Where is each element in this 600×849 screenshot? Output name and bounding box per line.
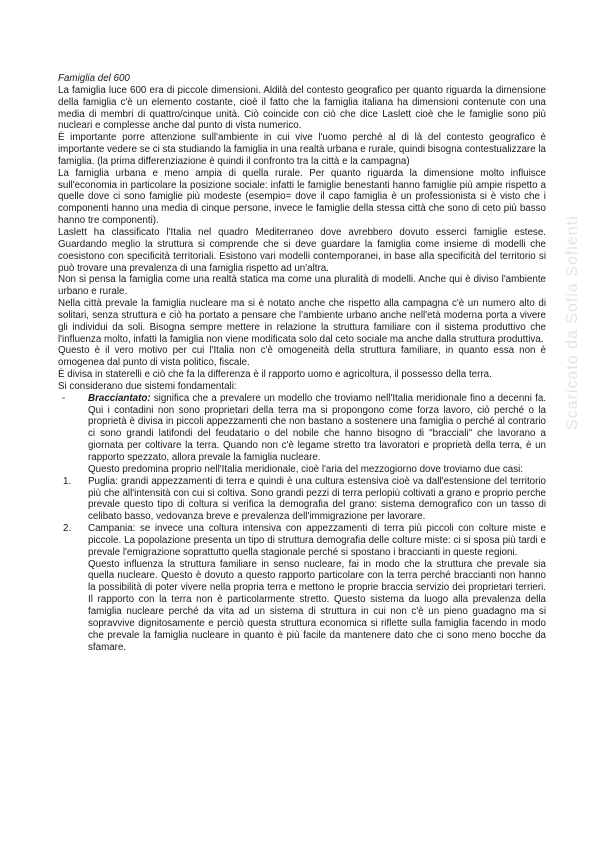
case-paragraph: Questo influenza la struttura familiare in senso nucleare, fai in modo che la struttura che prevale sia quella nucleare. Questo è dovuto a questo rapporto particolare con la terra perché braccianti non hanno la possibilità di poter vivere nella propria terra e mettono le proprie braccia servizio dei proprietari terrieri. Il rapporto con la terra non è particolarmente stretto. Questo sistema da luogo alla prevalenza della famiglia nucleare perché da vita ad un sistema di struttura in cui non c'è un pieno guadagno ma si sopravvive dignitosamente e perciò questa struttura economica si riflette sulla famiglia facendo in modo che prevale la famiglia nucleare in quanto è più facile da mantenere dato che ci sono meno bocche da sfamare. <box>88 558 546 653</box>
paragraph: È importante porre attenzione sull'ambiente in cui vive l'uomo perché al di là del contesto geografico è importante vedere se ci sta studiando la famiglia in una realtà urbana e rurale, quindi bisogna contestualizzare la famiglia. (la prima differenziazione è quindi il confronto tra la città e la campagna) <box>58 132 546 167</box>
list-number: 1. <box>63 475 72 487</box>
bracciantato-paragraph <box>88 393 546 464</box>
bracciantato-follow: Questo predomina proprio nell'Italia meridionale, cioè l'aria del mezzogiorno dove troviamo due casi: <box>88 463 524 475</box>
paragraph: Laslett ha classificato l'Italia nel quadro Mediterraneo dove avrebbero dovuto esserci famiglie estese. Guardando meglio la struttura si comprende che si deve guardare la famiglia come insieme di modelli che coesistono con specificità territoriali. Esistono vari modelli contemporanei, in base alla specificità del territorio si può trovare una prevalenza di una famiglia rispetto ad un'altra. <box>58 226 546 274</box>
document-page <box>58 73 546 653</box>
list-item-puglia <box>58 476 546 523</box>
document-title: Famiglia del 600 <box>58 73 130 84</box>
paragraph: La famiglia luce 600 era di piccole dimensioni. Aldilà del contesto geografico per quanto riguarda la dimensione della famiglia c'è un elemento costante, cioè il fatto che la famiglia italiana ha dimensioni contenute con una media di membri di quattro/cinque unità. Ciò coincide con ciò che dice Laslett cioè che le famiglie sono più nucleari e complesse anche dal punto di vista numerico. <box>58 84 546 132</box>
bracciantato-term: Bracciantato: <box>88 392 151 404</box>
paragraph: Si considerano due sistemi fondamentali: <box>58 380 237 392</box>
list-number: 2. <box>63 523 72 535</box>
paragraph: Nella città prevale la famiglia nucleare ma si è notato anche che rispetto alla campagna c'è un numero alto di solitari, senza struttura e ciò ha portato a pensare che l'ambiente urbano anche nell'età moderna porta a vivere gli individui da soli. Bisogna sempre mettere in relazione la struttura familiare con il sistema produttivo che l'influenza molto, infatti la famiglia non viene modificata solo dal ceto sociale ma anche dalla struttura produttiva. <box>58 298 546 345</box>
bracciantato-text: significa che a prevalere un modello che troviamo nell'Italia meridionale fino a decenni fa. Qui i contadini non sono proprietari della terra ma si propongono come forza lavoro, ciò perché o la proprietà è divisa in piccoli appezzamenti che non bastano a sostenere una famiglia o perché al contrario ci sono grandi latifondi del feudatario o del nobile che hanno bisogno di "bracciali" che lavorano a giornata per coltivare la terra. Quando non c'è legame stretto tra lavoratori e proprietà della terra, è un rapporto spezzato, allora prevale la famiglia nucleare. <box>88 392 546 463</box>
list-item-campania <box>58 523 546 653</box>
watermark-text: Scaricato da Sofia Sofienti <box>564 215 581 430</box>
paragraph: Non si pensa la famiglia come una realtà statica ma come una pluralità di modelli. Anche qui è diviso l'ambiente urbano e rurale. <box>58 274 546 298</box>
list-item-bracciantato <box>58 393 546 476</box>
paragraph: La famiglia urbana e meno ampia di quella rurale. Per quanto riguarda la dimensione molto influisce sull'economia in particolare la posizione sociale: infatti le famiglie benestanti hanno famiglie più ampie rispetto a quelle dove ci sono famiglie più modeste (esempio= dove il capo famiglia è un professionista si è visto che i componenti hanno una media di cinque persone, invece le famiglie della stessa città che sono di ceto più basso hanno tre componenti). <box>58 167 546 227</box>
paragraph: È divisa in staterelli e ciò che fa la differenza è il rapporto uomo e agricoltura, il possesso della terra. <box>58 369 492 381</box>
paragraph: Questo è il vero motivo per cui l'Italia non c'è omogeneità della struttura familiare, in quanto essa non è omogenea dal punto di vista politico, fiscale. <box>58 345 546 369</box>
dash-bullet: - <box>62 392 66 404</box>
case-paragraph: Campania: se invece una coltura intensiva con appezzamenti di terra più piccoli con colture miste e piccole. La popolazione presenta un tipo di struttura demografia delle colture miste: ci si sposa più tardi e prevale l'emigrazione soprattutto quella stagionale perché si spostano i braccianti in queste regioni. <box>88 523 546 558</box>
case-paragraph: Puglia: grandi appezzamenti di terra e quindi è una cultura estensiva cioè va dall'estensione del territorio più che all'intensità con cui si coltiva. Sono grandi pezzi di terra perlopiù coltivati a grano e proprio perche prevale questo tipo di coltura si verifica la demografia del grano: sistema demografico con un tasso di celibato basso, vedovanza breve e prevalenza dell'immigrazione per lavorare. <box>88 475 546 523</box>
